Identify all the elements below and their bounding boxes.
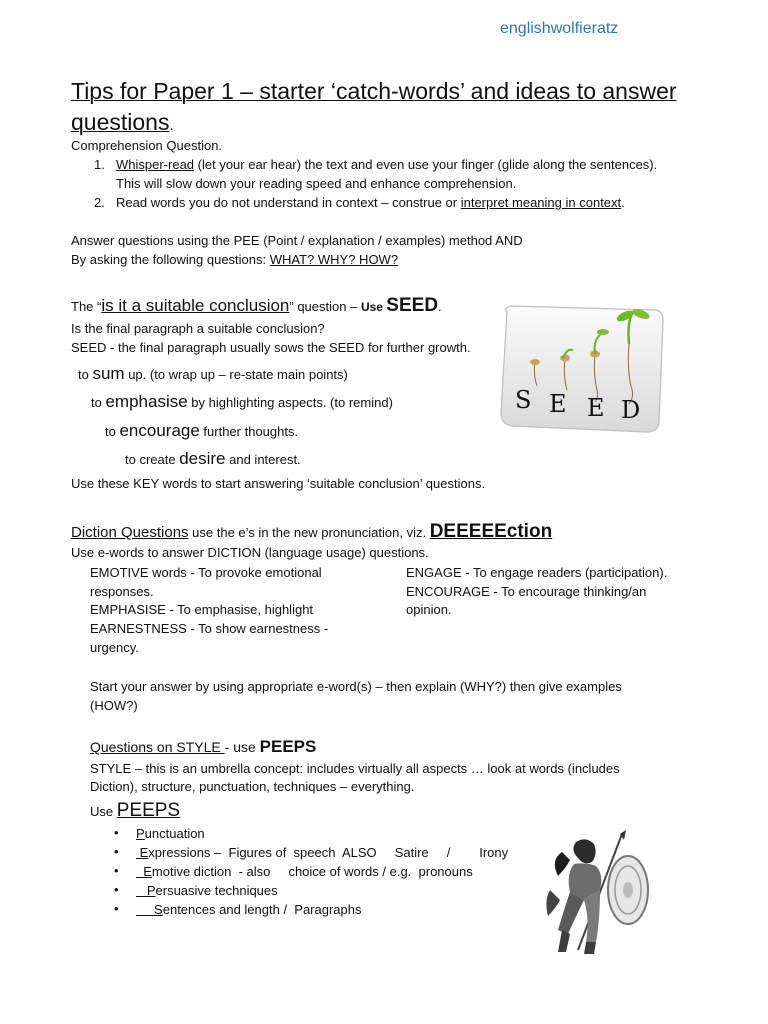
peeps-item-sentences: Sentences and length / Paragraphs — [136, 902, 362, 917]
comprehension-item-1: 1. Whisper-read (let your ear hear) the text and even use your finger (glide along the sentences). — [94, 157, 658, 172]
diction-left-5: urgency. — [90, 640, 139, 655]
peeps-item-punctuation: Punctuation — [136, 826, 205, 841]
page-title-word: questions — [71, 109, 170, 135]
style-line-2: Diction), structure, punctuation, techniques – everything. — [90, 779, 415, 794]
diction-right-2: ENCOURAGE - To encourage thinking/an — [406, 584, 647, 599]
diction-right-3: opinion. — [406, 602, 452, 617]
comprehension-heading: Comprehension Question. — [71, 138, 223, 153]
seed-is-final: Is the final paragraph a suitable conclusion? — [71, 321, 325, 336]
diction-left-1: EMOTIVE words - To provoke emotional — [90, 565, 322, 580]
seed-letter-s: S — [515, 386, 532, 414]
brand-header: englishwolfieratz — [500, 20, 619, 37]
pee-line-2: By asking the following questions: WHAT? WHY? HOW? — [71, 252, 399, 267]
diction-left-3: EMPHASISE - To emphasise, highlight — [90, 602, 314, 617]
diction-left-4: EARNESTNESS - To show earnestness - — [90, 621, 329, 636]
pee-line-1: Answer questions using the PEE (Point / explanation / examples) method AND — [71, 233, 523, 248]
page-title-line-1: Tips for Paper 1 – starter ‘catch-words’ and ideas to answer — [71, 78, 677, 104]
seed-desire-line: to create desire and interest. — [125, 449, 301, 468]
peeps-item-emotive: Emotive diction - also choice of words / e.g. pronouns — [136, 864, 473, 879]
diction-left-2: responses. — [90, 584, 154, 599]
seed-emphasise-line: to emphasise by highlighting aspects. (to remind) — [91, 392, 393, 411]
diction-right-1: ENGAGE - To engage readers (participation). — [406, 565, 668, 580]
comprehension-item-2: 2. Read words you do not understand in context – construe or interpret meaning in context. — [94, 195, 625, 210]
style-heading: Questions on STYLE - use PEEPS — [90, 737, 317, 756]
seed-line: SEED - the final paragraph usually sows the SEED for further growth. — [71, 340, 471, 355]
seed-letter-d: D — [621, 396, 641, 424]
style-use-peeps: Use PEEPS — [90, 800, 181, 821]
diction-heading: Diction Questions use the e’s in the new pronunciation, viz. DEEEEEction — [71, 521, 553, 542]
diction-sub: Use e-words to answer DICTION (language usage) questions. — [71, 545, 429, 560]
seed-key-line: Use these KEY words to start answering ‘suitable conclusion’ questions. — [71, 476, 486, 491]
seed-question-heading: The “is it a suitable conclusion” question – Use SEED. — [71, 295, 442, 316]
whisper-read-link: Whisper-read — [116, 157, 195, 172]
page-title-dot: . — [169, 117, 174, 134]
peeps-item-persuasive: Persuasive techniques — [136, 883, 278, 898]
bullet-icon: • — [114, 901, 119, 916]
style-line-1: STYLE – this is an umbrella concept: includes virtually all aspects … look at words (includes — [90, 761, 620, 776]
peeps-item-expressions: Expressions – Figures of speech ALSO Satire / Irony — [136, 845, 509, 860]
diction-start-2: (HOW?) — [90, 698, 138, 713]
bullet-icon: • — [114, 863, 119, 878]
bullet-icon: • — [114, 882, 119, 897]
bullet-icon: • — [114, 825, 119, 840]
bullet-icon: • — [114, 844, 119, 859]
comprehension-item-1-line-2: This will slow down your reading speed and enhance comprehension. — [116, 176, 517, 191]
page-title-line-2 — [71, 107, 174, 141]
seed-sprout-image — [497, 300, 667, 438]
seed-letter-e2: E — [587, 394, 605, 422]
interpret-meaning-link: interpret meaning in context — [460, 195, 622, 210]
seed-sum-line: to sum up. (to wrap up – re-state main points) — [78, 364, 348, 383]
seed-letter-e1: E — [549, 390, 567, 418]
diction-start-1: Start your answer by using appropriate e-word(s) – then explain (WHY?) then give examples — [90, 679, 622, 694]
seed-encourage-line: to encourage further thoughts. — [105, 421, 299, 440]
warrior-figure-image — [540, 830, 660, 955]
